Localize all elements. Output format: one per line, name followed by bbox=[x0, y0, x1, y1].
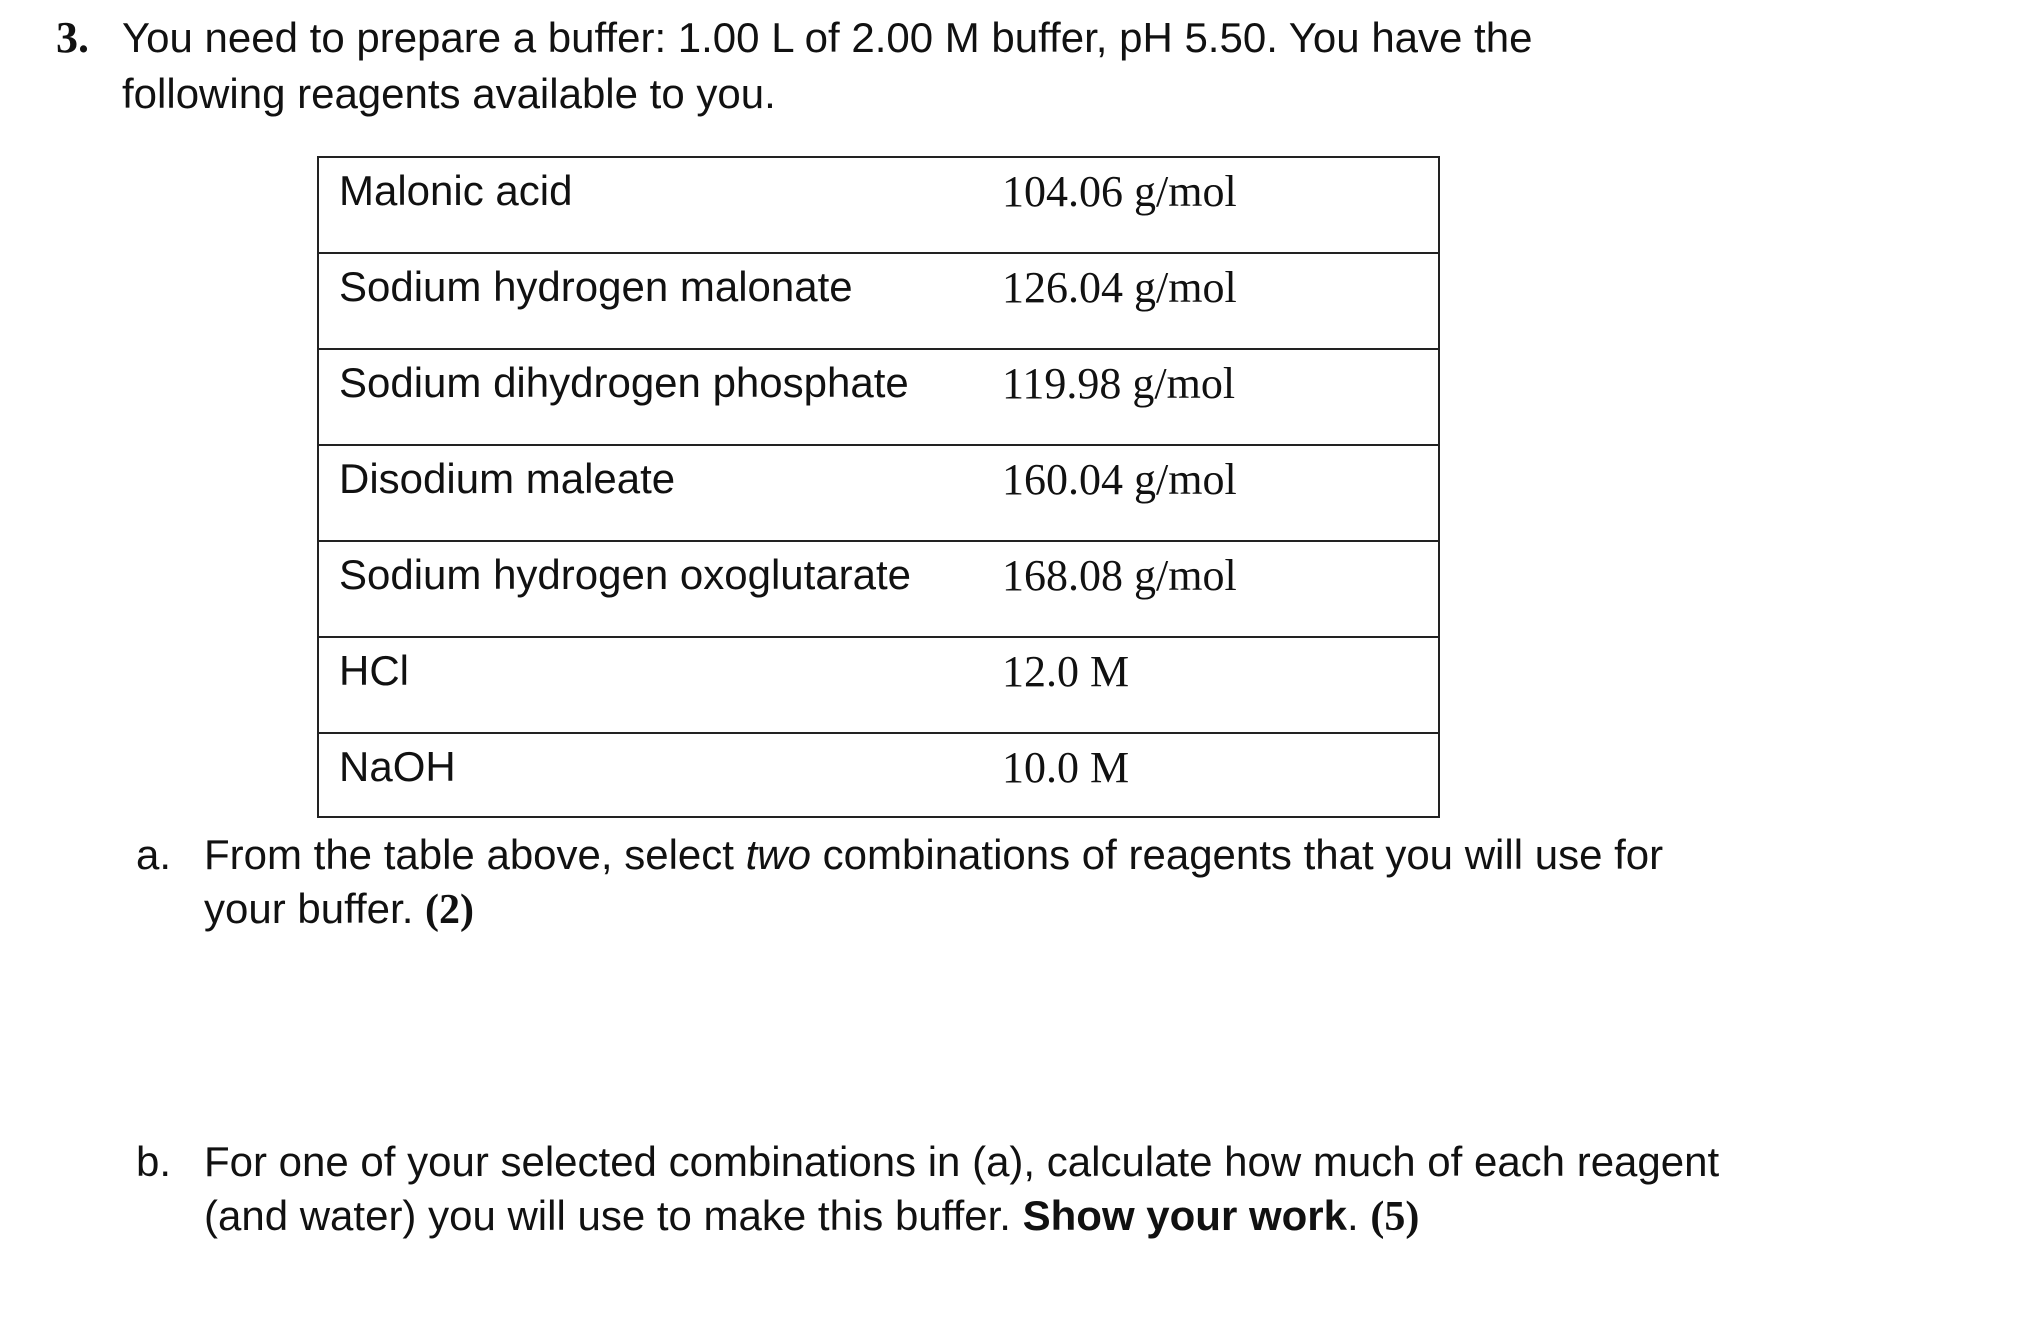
reagent-value: 10.0 M bbox=[1002, 743, 1130, 792]
part-b-letter: b. bbox=[136, 1138, 172, 1185]
table-row bbox=[318, 157, 1439, 253]
reagent-name: NaOH bbox=[318, 733, 1002, 817]
table-row bbox=[318, 445, 1439, 541]
reagent-name: Sodium hydrogen malonate bbox=[318, 253, 1002, 349]
table-row bbox=[318, 541, 1439, 637]
reagent-value: 104.06 g/mol bbox=[1002, 167, 1237, 216]
emphasis-two: two bbox=[745, 831, 811, 878]
part-b-points: (5) bbox=[1370, 1194, 1420, 1240]
table-row bbox=[318, 733, 1439, 817]
reagent-value: 119.98 g/mol bbox=[1002, 359, 1236, 408]
table-row bbox=[318, 637, 1439, 733]
reagent-value: 160.04 g/mol bbox=[1002, 455, 1237, 504]
question-prompt-line-2: following reagents available to you. bbox=[122, 70, 776, 117]
question-prompt-line-1: You need to prepare a buffer: 1.00 L of 2.00 M buffer, pH 5.50. You have the bbox=[122, 14, 1533, 61]
question-prompt bbox=[122, 10, 1722, 122]
part-a-line-2: your buffer. (2) bbox=[204, 885, 475, 933]
part-a-points: (2) bbox=[425, 887, 475, 933]
part-a-letter: a. bbox=[136, 831, 172, 878]
table-row bbox=[318, 349, 1439, 445]
part-a-text bbox=[204, 828, 1854, 937]
reagent-value: 126.04 g/mol bbox=[1002, 263, 1237, 312]
question-number: 3. bbox=[56, 13, 89, 62]
table-row bbox=[318, 253, 1439, 349]
reagent-name: Malonic acid bbox=[318, 157, 1002, 253]
reagent-name: Sodium dihydrogen phosphate bbox=[318, 349, 1002, 445]
part-b-line-1: For one of your selected combinations in (a), calculate how much of each reagent bbox=[204, 1138, 1720, 1185]
part-b-line-2: (and water) you will use to make this buffer. Show your work. (5) bbox=[204, 1192, 1420, 1240]
part-b-text bbox=[204, 1135, 1854, 1244]
reagent-name: Disodium maleate bbox=[318, 445, 1002, 541]
show-your-work: Show your work bbox=[1022, 1192, 1347, 1239]
reagent-name: HCl bbox=[318, 637, 1002, 733]
reagent-name: Sodium hydrogen oxoglutarate bbox=[318, 541, 1002, 637]
reagent-value: 12.0 M bbox=[1002, 647, 1130, 696]
reagent-value: 168.08 g/mol bbox=[1002, 551, 1237, 600]
reagents-table bbox=[317, 156, 1440, 818]
part-a-line-1: From the table above, select two combinations of reagents that you will use for bbox=[204, 831, 1664, 878]
